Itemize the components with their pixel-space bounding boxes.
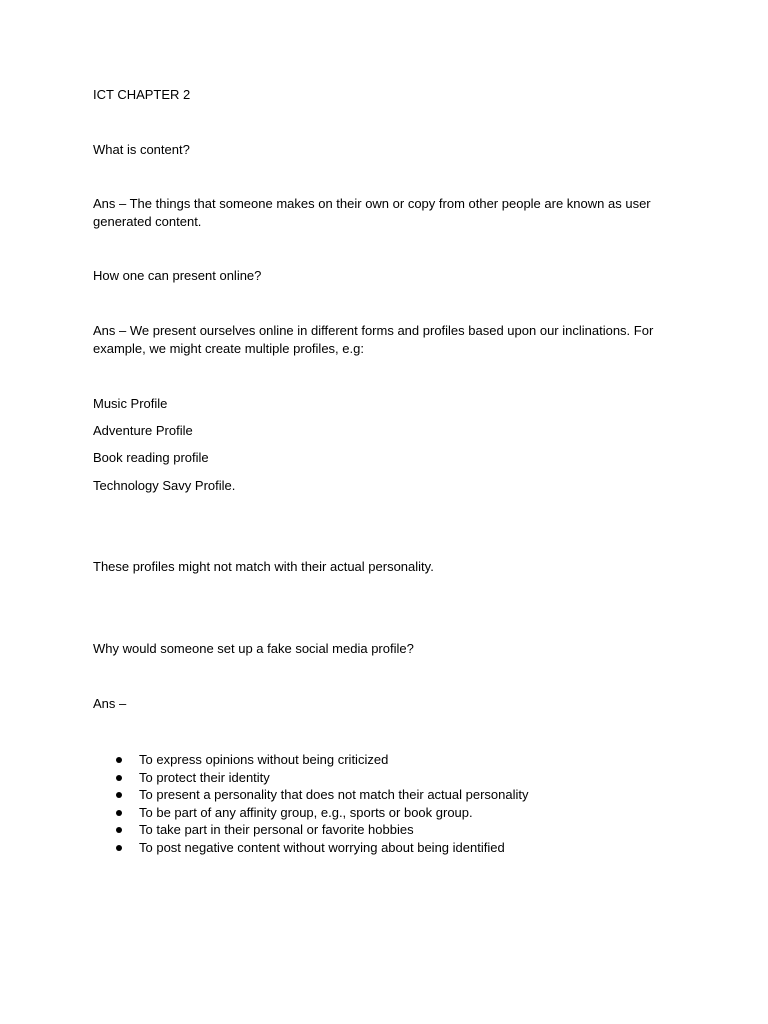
bullet-icon — [116, 810, 122, 816]
reasons-bullet-list — [93, 751, 673, 857]
reason-text: To be part of any affinity group, e.g., sports or book group. — [139, 804, 473, 820]
question-what-is-content: What is content? — [93, 142, 190, 157]
reason-list-item — [93, 751, 673, 769]
profiles-note: These profiles might not match with their actual personality. — [93, 559, 434, 574]
reason-list-item — [93, 804, 673, 822]
answer-what-is-content: Ans – The things that someone makes on their own or copy from other people are known as user generated content. — [93, 196, 651, 229]
question-present-online: How one can present online? — [93, 268, 262, 283]
reason-list-item — [93, 821, 673, 839]
bullet-icon — [116, 827, 122, 833]
reason-list-item — [93, 769, 673, 787]
bullet-icon — [116, 845, 122, 851]
profile-item: Technology Savy Profile. — [93, 478, 236, 493]
reason-text: To present a personality that does not match their actual personality — [139, 787, 529, 803]
bullet-icon — [116, 775, 122, 781]
reason-text: To take part in their personal or favorite hobbies — [139, 822, 414, 838]
document-title: ICT CHAPTER 2 — [93, 87, 191, 102]
reason-text: To protect their identity — [139, 769, 270, 785]
reason-list-item — [93, 839, 673, 857]
question-fake-profile: Why would someone set up a fake social media profile? — [93, 641, 414, 656]
bullet-icon — [116, 792, 122, 798]
profile-item: Book reading profile — [93, 450, 209, 465]
answer-present-online: Ans – We present ourselves online in different forms and profiles based upon our inclinations. For example, we might create multiple profiles, e.g: — [93, 323, 654, 356]
reason-text: To post negative content without worrying about being identified — [139, 839, 505, 855]
profile-item: Adventure Profile — [93, 423, 193, 438]
bullet-icon — [116, 757, 122, 763]
reason-list-item — [93, 786, 673, 804]
reason-text: To express opinions without being criticized — [139, 752, 389, 767]
answer-fake-profile-label: Ans – — [93, 696, 127, 711]
profile-item: Music Profile — [93, 396, 168, 411]
